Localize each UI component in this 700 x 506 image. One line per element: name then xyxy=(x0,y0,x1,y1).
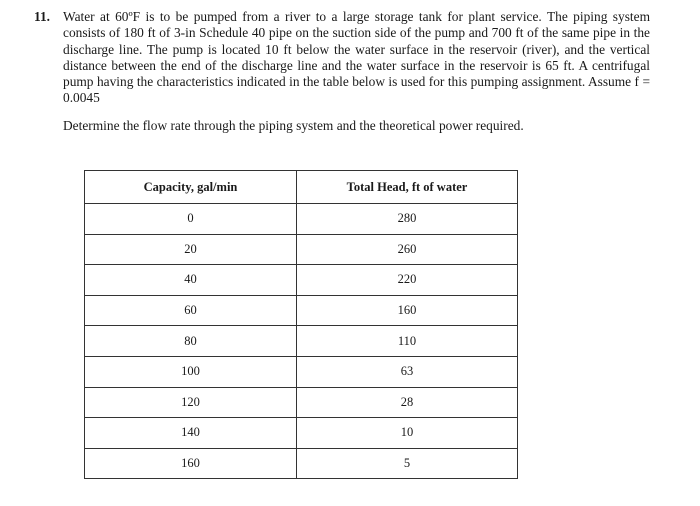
table-row xyxy=(85,356,518,387)
total-head-cell: 280 xyxy=(297,204,518,235)
total-head-cell: 10 xyxy=(297,418,518,449)
problem-number: 11. xyxy=(34,9,50,24)
capacity-cell: 40 xyxy=(85,265,297,296)
header-total-head: Total Head, ft of water xyxy=(297,171,518,204)
total-head-cell: 260 xyxy=(297,234,518,265)
capacity-cell: 0 xyxy=(85,204,297,235)
total-head-cell: 110 xyxy=(297,326,518,357)
table-row xyxy=(85,234,518,265)
total-head-cell: 220 xyxy=(297,265,518,296)
total-head-cell: 63 xyxy=(297,356,518,387)
table-row xyxy=(85,387,518,418)
capacity-cell: 140 xyxy=(85,418,297,449)
pump-characteristics-table xyxy=(84,170,518,479)
capacity-cell: 160 xyxy=(85,448,297,479)
table-row xyxy=(85,418,518,449)
problem-text: Water at 60ºF is to be pumped from a river to a large storage tank for plant service. The piping system consists of 180 ft of 3-in Schedule 40 pipe on the suction side of the pump and 700 ft of the same pipe in the discharge line. The pump is located 10 ft below the water surface in the reservoir (river), and the vertical distance between the end of the discharge line and the water surface in the reservoir is 65 ft. A centrifugal pump having the characteristics indicated in the table below is used for this pumping assignment. Assume f = 0.0045 xyxy=(63,9,650,106)
capacity-cell: 100 xyxy=(85,356,297,387)
total-head-cell: 28 xyxy=(297,387,518,418)
table-row xyxy=(85,326,518,357)
table-header-row xyxy=(85,171,518,204)
problem-statement xyxy=(34,9,650,107)
table-row xyxy=(85,295,518,326)
table-row xyxy=(85,204,518,235)
capacity-cell: 60 xyxy=(85,295,297,326)
header-capacity: Capacity, gal/min xyxy=(85,171,297,204)
table-row xyxy=(85,448,518,479)
problem-instruction: Determine the flow rate through the piping system and the theoretical power required. xyxy=(63,118,524,133)
total-head-cell: 160 xyxy=(297,295,518,326)
capacity-cell: 20 xyxy=(85,234,297,265)
total-head-cell: 5 xyxy=(297,448,518,479)
table-row xyxy=(85,265,518,296)
capacity-cell: 80 xyxy=(85,326,297,357)
capacity-cell: 120 xyxy=(85,387,297,418)
